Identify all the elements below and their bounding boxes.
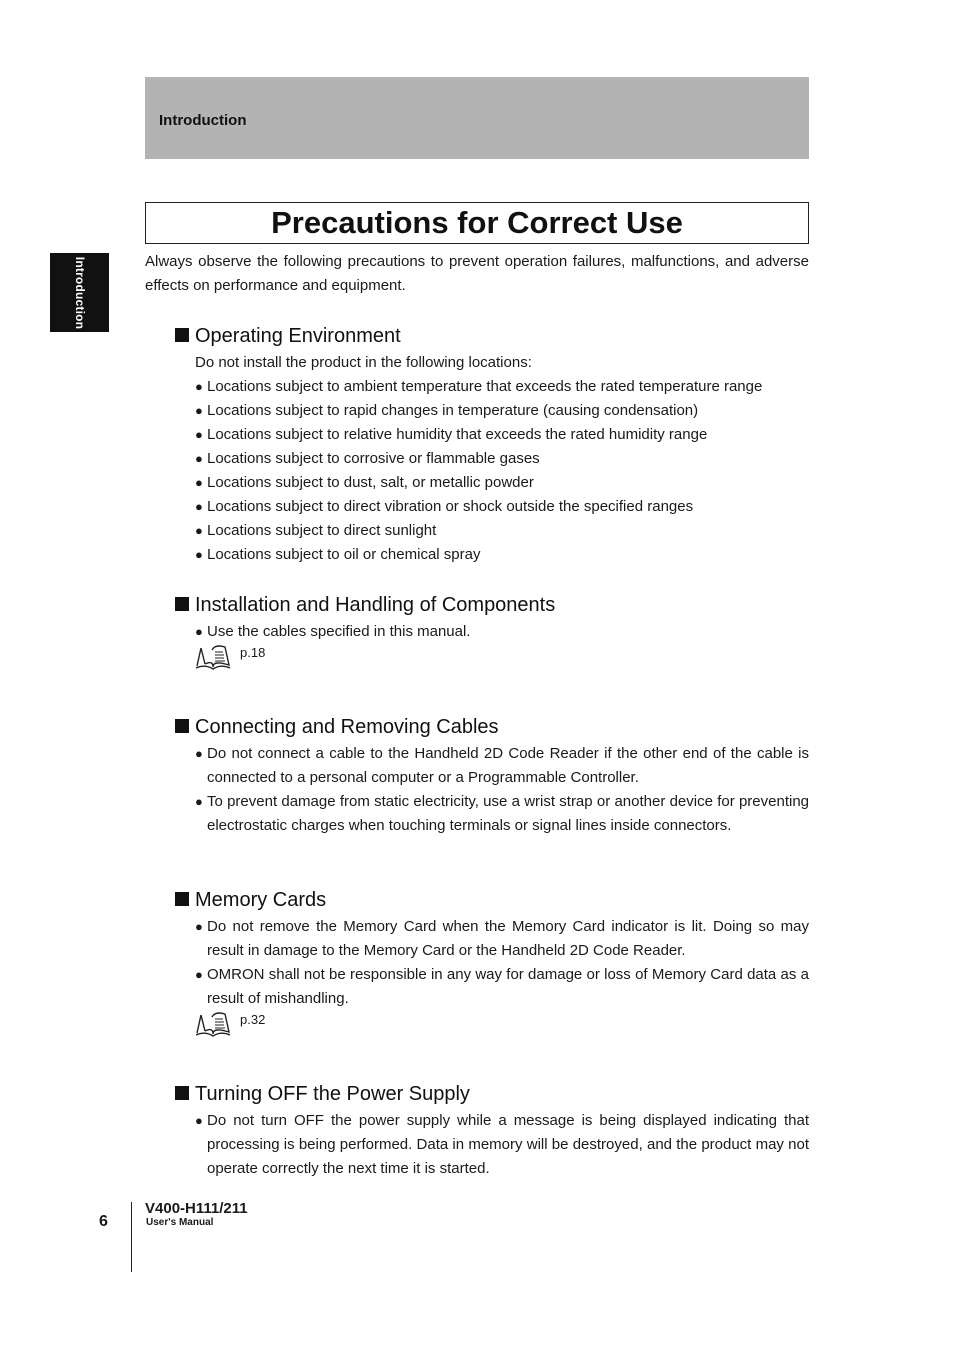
bullet-list	[175, 915, 809, 1011]
section-paragraph: Do not install the product in the following locations:	[195, 354, 532, 371]
bullet-dot-icon: ●	[195, 403, 203, 418]
bullet-dot-icon: ●	[195, 499, 203, 514]
list-item	[195, 742, 809, 790]
list-item-text: Locations subject to direct sunlight	[207, 522, 437, 539]
list-item	[195, 423, 809, 447]
bullet-dot-icon: ●	[195, 451, 203, 466]
square-bullet-icon	[175, 1086, 189, 1100]
footer-manual-label: User's Manual	[146, 1217, 214, 1228]
bullet-dot-icon: ●	[195, 523, 203, 538]
section-power-supply	[175, 1081, 809, 1181]
bullet-list	[175, 1109, 809, 1181]
page-reference-text: p.18	[240, 645, 266, 660]
page-title-box	[145, 202, 809, 244]
list-item	[195, 519, 809, 543]
list-item-text: Locations subject to oil or chemical spray	[207, 546, 481, 563]
page-title: Precautions for Correct Use	[271, 205, 683, 240]
section-connecting-cables	[175, 714, 809, 838]
list-item-text: OMRON shall not be responsible in any way for damage or loss of Memory Card data as a result of mishandling.	[207, 966, 809, 1007]
list-item	[195, 471, 809, 495]
section-installation-handling	[175, 592, 809, 674]
bullet-dot-icon: ●	[195, 624, 203, 639]
bullet-dot-icon: ●	[195, 794, 203, 809]
section-heading-text: Installation and Handling of Components	[195, 594, 556, 616]
side-tab-label: Introduction	[73, 256, 87, 330]
list-item-text: Locations subject to ambient temperature that exceeds the rated temperature range	[207, 378, 763, 395]
side-chapter-tab	[50, 253, 109, 332]
bullet-dot-icon: ●	[195, 379, 203, 394]
bullet-dot-icon: ●	[195, 475, 203, 490]
section-operating-environment	[175, 323, 809, 567]
list-item	[195, 790, 809, 838]
list-item	[195, 399, 809, 423]
page-reference[interactable]	[175, 644, 809, 674]
bullet-list	[175, 620, 809, 644]
bullet-list	[175, 375, 809, 567]
list-item	[195, 915, 809, 963]
bullet-dot-icon: ●	[195, 746, 203, 761]
section-header-label: Introduction	[159, 112, 247, 129]
list-item-text: To prevent damage from static electricity, use a wrist strap or another device for preventing electrostatic charges when touching terminals or signal lines inside connectors.	[207, 793, 809, 834]
list-item-text: Use the cables specified in this manual.	[207, 623, 471, 640]
list-item	[195, 375, 809, 399]
bullet-dot-icon: ●	[195, 967, 203, 982]
section-heading	[175, 323, 809, 349]
section-heading-text: Memory Cards	[195, 889, 327, 911]
section-heading	[175, 887, 809, 913]
manual-reference-icon	[195, 644, 231, 670]
section-heading	[175, 592, 809, 618]
page-reference-text: p.32	[240, 1012, 266, 1027]
square-bullet-icon	[175, 597, 189, 611]
intro-paragraph: Always observe the following precautions to prevent operation failures, malfunctions, and adverse effects on performance and equipment.	[145, 253, 809, 294]
list-item-text: Locations subject to relative humidity that exceeds the rated humidity range	[207, 426, 708, 443]
section-heading-text: Turning OFF the Power Supply	[195, 1083, 470, 1105]
section-heading-text: Connecting and Removing Cables	[195, 716, 499, 738]
section-heading	[175, 1081, 809, 1107]
list-item-text: Locations subject to rapid changes in temperature (causing condensation)	[207, 402, 699, 419]
bullet-dot-icon: ●	[195, 547, 203, 562]
footer-page-number: 6	[99, 1213, 108, 1230]
bullet-list	[175, 742, 809, 838]
list-item-text: Do not remove the Memory Card when the Memory Card indicator is lit. Doing so may result in damage to the Memory Card or the Handheld 2D Code Reader.	[207, 918, 809, 959]
list-item	[195, 963, 809, 1011]
section-heading	[175, 714, 809, 740]
list-item-text: Do not connect a cable to the Handheld 2D Code Reader if the other end of the cable is connected to a personal computer or a Programmable Controller.	[207, 745, 809, 786]
list-item	[195, 620, 809, 644]
square-bullet-icon	[175, 892, 189, 906]
list-item	[195, 495, 809, 519]
bullet-dot-icon: ●	[195, 427, 203, 442]
bullet-dot-icon: ●	[195, 919, 203, 934]
list-item	[195, 543, 809, 567]
section-memory-cards	[175, 887, 809, 1041]
list-item-text: Locations subject to direct vibration or shock outside the specified ranges	[207, 498, 694, 515]
list-item-text: Do not turn OFF the power supply while a message is being displayed indicating that processing is being performed. Data in memory will be destroyed, and the product may not operate correctly the next time it is started.	[207, 1112, 809, 1177]
footer-divider	[131, 1202, 132, 1272]
footer-model-name: V400-H111/211	[145, 1200, 248, 1217]
square-bullet-icon	[175, 719, 189, 733]
list-item-text: Locations subject to dust, salt, or metallic powder	[207, 474, 534, 491]
page-reference[interactable]	[175, 1011, 809, 1041]
section-header-band	[145, 77, 809, 159]
manual-reference-icon	[195, 1011, 231, 1037]
list-item-text: Locations subject to corrosive or flammable gases	[207, 450, 540, 467]
square-bullet-icon	[175, 328, 189, 342]
list-item	[195, 447, 809, 471]
bullet-dot-icon: ●	[195, 1113, 203, 1128]
section-heading-text: Operating Environment	[195, 325, 401, 347]
list-item	[195, 1109, 809, 1181]
